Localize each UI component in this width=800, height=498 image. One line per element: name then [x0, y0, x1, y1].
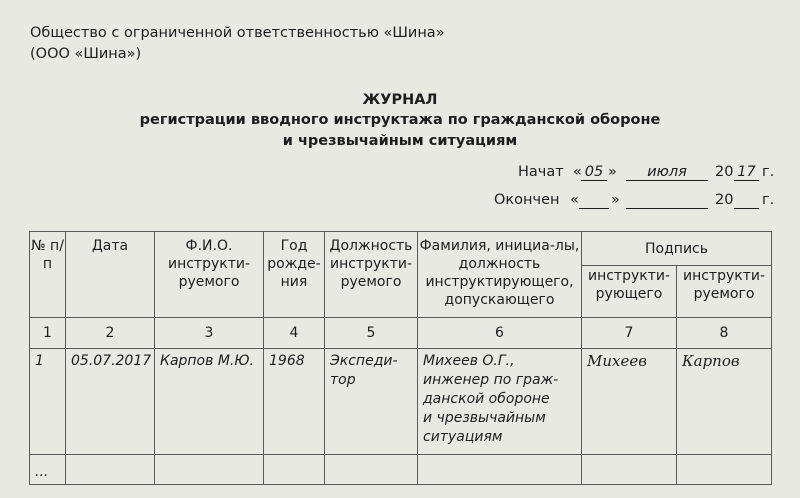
row-fio: Карпов М.Ю.: [155, 349, 264, 455]
row-fio: [155, 455, 264, 485]
column-number: 3: [155, 318, 264, 349]
column-number: 8: [677, 318, 772, 349]
header-row: [30, 232, 772, 266]
organization-name: Общество с ограниченной ответственностью «Шина»: [30, 25, 445, 41]
row-sig-instructor: Михеев: [582, 349, 677, 455]
ended-day-blank: [579, 193, 609, 209]
ended-month-blank: [626, 193, 708, 209]
header-birth-year: Год рожде-ния: [264, 232, 325, 318]
header-position: Должность инструкти-руемого: [325, 232, 418, 318]
ended-year-blank: [734, 193, 759, 209]
started-year-unit: г.: [762, 164, 775, 180]
header-fio: Ф.И.О. инструкти-руемого: [155, 232, 264, 318]
header-number: № п/п: [30, 232, 66, 318]
started-day: 05: [581, 165, 607, 181]
table-row: [30, 455, 772, 485]
header-date: Дата: [66, 232, 155, 318]
journal-subtitle-line2: и чрезвычайным ситуациям: [282, 133, 518, 149]
journal-table: [29, 231, 772, 485]
started-month: июля: [626, 165, 708, 181]
column-number: 6: [418, 318, 582, 349]
row-birth-year: [264, 455, 325, 485]
row-sig-instructed: Карпов: [677, 349, 772, 455]
column-number: 2: [66, 318, 155, 349]
row-instructor: [418, 455, 582, 485]
open-quote: «: [573, 164, 582, 180]
column-number: 7: [582, 318, 677, 349]
organization-short-name: (ООО «Шина»): [30, 46, 142, 62]
column-number: 1: [30, 318, 66, 349]
row-sig-instructor: [582, 455, 677, 485]
row-birth-year: 1968: [264, 349, 325, 455]
row-date: [66, 455, 155, 485]
row-instructor: Михеев О.Г., инженер по граж-данской обороне и чрезвычайным ситуациям: [418, 349, 582, 455]
table-row: [30, 349, 772, 455]
journal-title: ЖУРНАЛ: [362, 92, 438, 108]
started-year-suffix: 17: [734, 165, 759, 181]
started-year-prefix: 20: [715, 164, 734, 180]
started-label: Начат: [518, 164, 564, 180]
header-instructor-info: Фамилия, инициа-лы, должность инструктирующего, допускающего: [418, 232, 582, 318]
header-signature: Подпись: [582, 232, 772, 266]
open-quote: «: [570, 192, 579, 208]
row-position: Экспеди-тор: [325, 349, 418, 455]
ended-label: Окончен: [494, 192, 560, 208]
row-number: ...: [30, 455, 66, 485]
close-quote: »: [611, 192, 620, 208]
ended-year-prefix: 20: [715, 192, 734, 208]
column-number-row: [30, 318, 772, 349]
ended-year-unit: г.: [762, 192, 775, 208]
column-number: 5: [325, 318, 418, 349]
row-sig-instructed: [677, 455, 772, 485]
column-number: 4: [264, 318, 325, 349]
row-position: [325, 455, 418, 485]
row-date: 05.07.2017: [66, 349, 155, 455]
close-quote: »: [608, 164, 617, 180]
header-sig-instructor: инструкти-рующего: [582, 266, 677, 318]
row-number: 1: [30, 349, 66, 455]
journal-subtitle-line1: регистрации вводного инструктажа по гражданской обороне: [139, 112, 661, 128]
header-sig-instructed: инструкти-руемого: [677, 266, 772, 318]
